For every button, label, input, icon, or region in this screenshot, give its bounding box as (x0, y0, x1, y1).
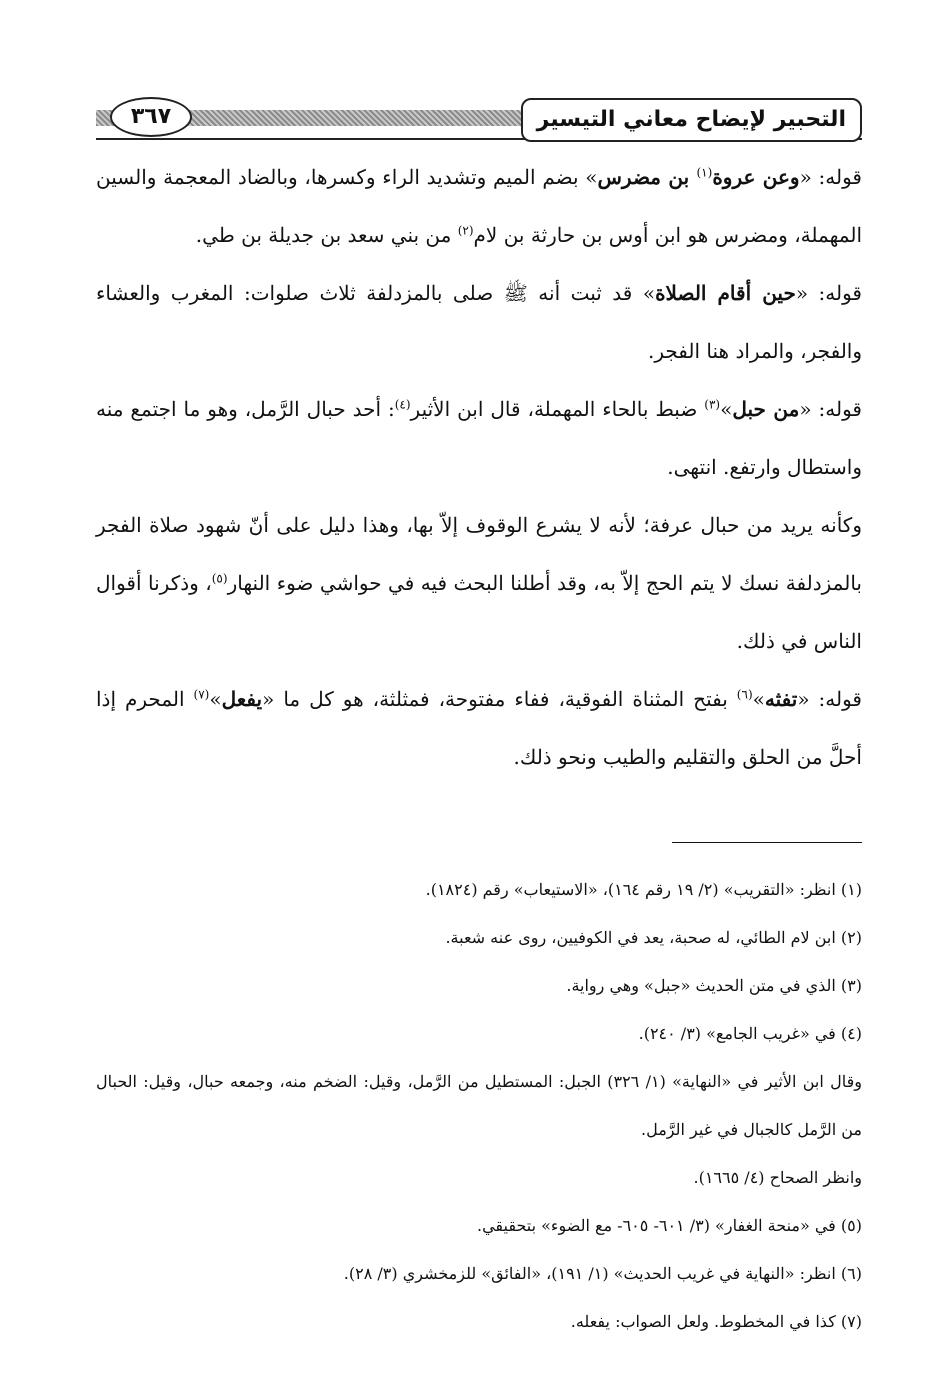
book-title: التحبير لإيضاح معاني التيسير (521, 98, 862, 142)
footnote-ref: (٤) (394, 397, 411, 412)
footnote: (٢) ابن لام الطائي، له صحبة، يعد في الكوفيين، روى عنه شعبة. (445, 928, 862, 947)
quoted-term: حين أقام الصلاة (655, 281, 796, 305)
footnote-separator (672, 842, 862, 843)
paragraph-4: وكأنه يريد من حبال عرفة؛ لأنه لا يشرع الوقوف إلاّ بها، وهذا دليل على أنّ شهود صلاة الفجر بالمزدلفة نسك لا يتم الحج إلاّ به، وقد أطلنا البحث فيه في حواشي ضوء النهار$^{(٥)}$، وذكرنا أقوال الناس في ذلك. (96, 513, 862, 653)
paragraph-5: قوله: «تفثه»$^{(٦)}$ بفتح المثناة الفوقية، ففاء مفتوحة، فمثلثة، هو كل ما «يفعل»$^{(٧)}$ المحرم إذا أحلَّ من الحلق والتقليم والطيب ونحو ذلك. (96, 687, 862, 769)
paragraph-3: قوله: «من حبل»$^{(٣)}$ ضبط بالحاء المهملة، قال ابن الأثير$^{(٤)}$: أحد حبال الرَّمل، وهو ما اجتمع منه واستطال وارتفع. انتهى. (96, 397, 862, 479)
footnote-ref: (٧) (193, 687, 210, 702)
page-header (96, 96, 862, 142)
footnote: (٧) كذا في المخطوط. ولعل الصواب: يفعله. (570, 1312, 862, 1331)
paragraph-2: قوله: «حين أقام الصلاة» قد ثبت أنه ﷺ صلى بالمزدلفة ثلاث صلوات: المغرب والعشاء والفجر، والمراد هنا الفجر. (96, 281, 862, 363)
footnote-ref: (٦) (736, 687, 753, 702)
footnote-ref: (٢) (457, 223, 474, 238)
quoted-term: بن مضرس (597, 165, 697, 189)
quoted-term: تفثه (764, 687, 798, 711)
main-text (96, 148, 862, 786)
paragraph-1: قوله: «وعن عروة$^{(١)}$ بن مضرس» بضم الميم وتشديد الراء وكسرها، وبالضاد المعجمة والسين المهملة، ومضرس هو ابن أوس بن حارثة بن لام$^{(٢)}$ من بني سعد بن جديلة بن طي. (96, 165, 862, 247)
footnote: (١) انظر: «التقريب» (٢/ ١٩ رقم ١٦٤)، «الاستيعاب» رقم (١٨٢٤). (425, 880, 862, 899)
page-number: ٣٦٧ (110, 97, 192, 137)
footnote-ref: (٥) (211, 571, 228, 586)
quoted-term: يفعل (221, 687, 263, 711)
quoted-term: من حبل (732, 397, 800, 421)
footnote-ref: (١) (696, 165, 713, 180)
footnote-ref: (٣) (704, 397, 721, 412)
footnote: (٤) في «غريب الجامع» (٣/ ٢٤٠). (638, 1024, 862, 1043)
quoted-term: وعن عروة (712, 165, 800, 189)
footnote: وقال ابن الأثير في «النهاية» (١/ ٣٢٦) الجبل: المستطيل من الرَّمل، وقيل: الضخم منه، وجمعه حبال، وقيل: الحبال من الرَّمل كالجبال في غير الرَّمل. (96, 1072, 863, 1139)
footnote: وانظر الصحاح (٤/ ١٦٦٥). (693, 1168, 862, 1187)
footnote: (٣) الذي في متن الحديث «جبل» وهي رواية. (566, 976, 862, 995)
footnote: (٦) انظر: «النهاية في غريب الحديث» (١/ ١٩١)، «الفائق» للزمخشري (٣/ ٢٨). (343, 1264, 862, 1283)
footnote: (٥) في «منحة الغفار» (٣/ ٦٠١- ٦٠٥- مع الضوء» بتحقيقي. (477, 1216, 862, 1235)
footnotes (96, 866, 862, 1346)
